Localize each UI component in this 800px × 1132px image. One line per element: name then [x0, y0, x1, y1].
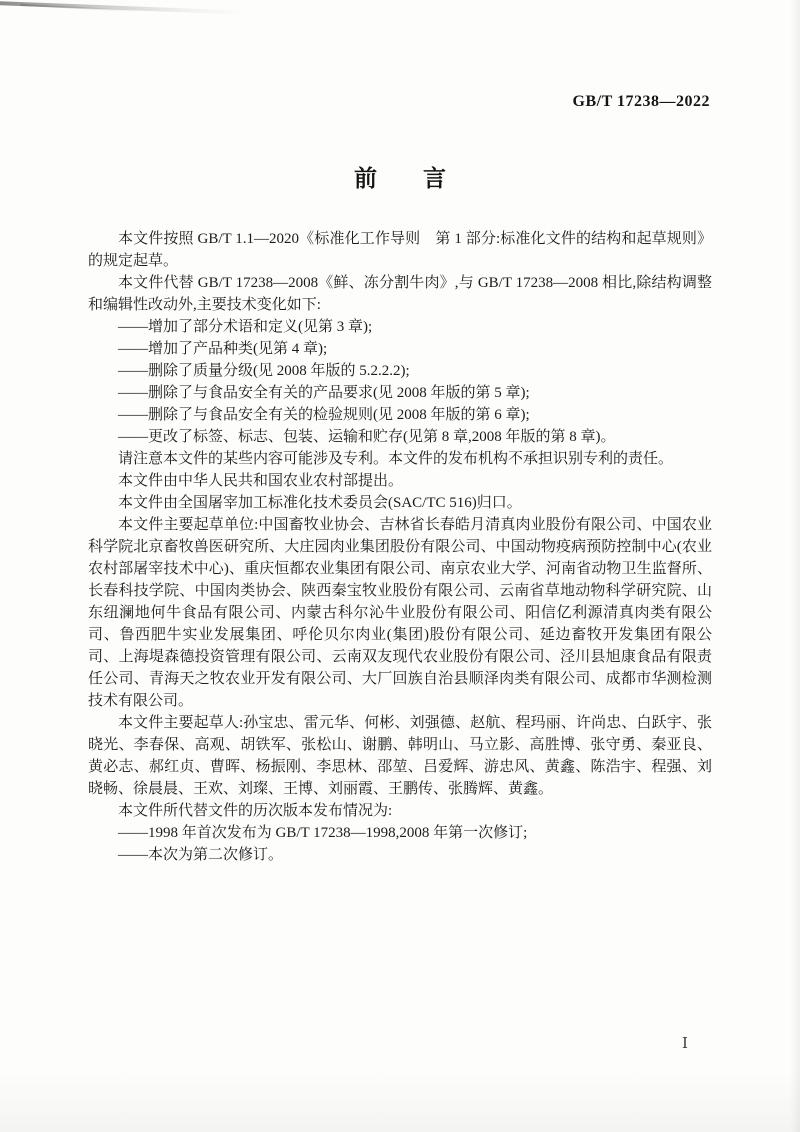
- paragraph-patent-notice: 请注意本文件的某些内容可能涉及专利。本文件的发布机构不承担识别专利的责任。: [118, 451, 674, 467]
- change-list-item-product-types: ——增加了产品种类(见第 4 章);: [118, 341, 328, 357]
- change-list-item-labeling: ——更改了标签、标志、包装、运输和贮存(见第 8 章,2008 年版的第 8 章)。: [118, 429, 616, 445]
- paragraph-proposed-by: 本文件由中华人民共和国农业农村部提出。: [118, 473, 404, 489]
- version-history-item-first: ——1998 年首次发布为 GB/T 17238—1998,2008 年第一次修订;: [118, 825, 528, 841]
- paragraph-drafting-rule: 本文件按照 GB/T 1.1—2020《标准化工作导则 第 1 部分:标准化文件的结构和起草规则》的规定起草。: [88, 231, 712, 269]
- scan-smudge-artifact: [0, 1, 244, 15]
- change-list-item-quality-grading: ——删除了质量分级(见 2008 年版的 5.2.2.2);: [118, 363, 410, 379]
- change-list-item-product-requirements: ——删除了与食品安全有关的产品要求(见 2008 年版的第 5 章);: [118, 385, 530, 401]
- version-history-item-current: ——本次为第二次修订。: [118, 847, 284, 863]
- paragraph-drafters: 本文件主要起草人:孙宝忠、雷元华、何彬、刘强德、赵航、程玛丽、许尚忠、白跃宇、张晓光、李春保、高观、胡铁军、张松山、谢鹏、韩明山、马立影、高胜博、张守勇、秦亚良、黄必志、郝红贞、曹晖、杨振刚、李思林、邵堃、吕爱辉、游忠风、黄鑫、陈浩宇、程强、刘晓畅、徐晨晨、王欢、刘璨、王博、刘丽霞、王鹏传、张腾辉、黄鑫。: [88, 715, 712, 797]
- paragraph-replacement-notice: 本文件代替 GB/T 17238—2008《鲜、冻分割牛肉》,与 GB/T 17238—2008 相比,除结构调整和编辑性改动外,主要技术变化如下:: [88, 275, 712, 313]
- change-list-item-inspection-rules: ——删除了与食品安全有关的检验规则(见 2008 年版的第 6 章);: [118, 407, 530, 423]
- foreword-body: [88, 228, 712, 866]
- standard-doc-number: GB/T 17238—2022: [572, 93, 710, 110]
- foreword-title: 前 言: [354, 166, 446, 191]
- change-list-item-terms: ——增加了部分术语和定义(见第 3 章);: [118, 319, 373, 335]
- paragraph-version-history-intro: 本文件所代替文件的历次版本发布情况为:: [118, 803, 393, 819]
- paragraph-drafting-organizations: 本文件主要起草单位:中国畜牧业协会、吉林省长春皓月清真肉业股份有限公司、中国农业科学院北京畜牧兽医研究所、大庄园肉业集团股份有限公司、中国动物疫病预防控制中心(农业农村部屠宰技术中心)、重庆恒都农业集团有限公司、南京农业大学、河南省动物卫生监督所、长春科技学院、中国肉类协会、陕西秦宝牧业股份有限公司、云南省草地动物科学研究院、山东纽澜地何牛食品有限公司、内蒙古科尔沁牛业股份有限公司、阳信亿利源清真肉类有限公司、鲁西肥牛实业发展集团、呼伦贝尔肉业(集团)股份有限公司、延边畜牧开发集团有限公司、上海堤森德投资管理有限公司、云南双友现代农业股份有限公司、泾川县旭康食品有限责任公司、青海天之牧农业开发有限公司、大厂回族自治县顺泽肉类有限公司、成都市华测检测技术有限公司。: [88, 517, 712, 709]
- paragraph-committee: 本文件由全国屠宰加工标准化技术委员会(SAC/TC 516)归口。: [118, 495, 522, 511]
- page-number: Ⅰ: [682, 1036, 688, 1052]
- scan-edge-shading: [0, 1072, 800, 1132]
